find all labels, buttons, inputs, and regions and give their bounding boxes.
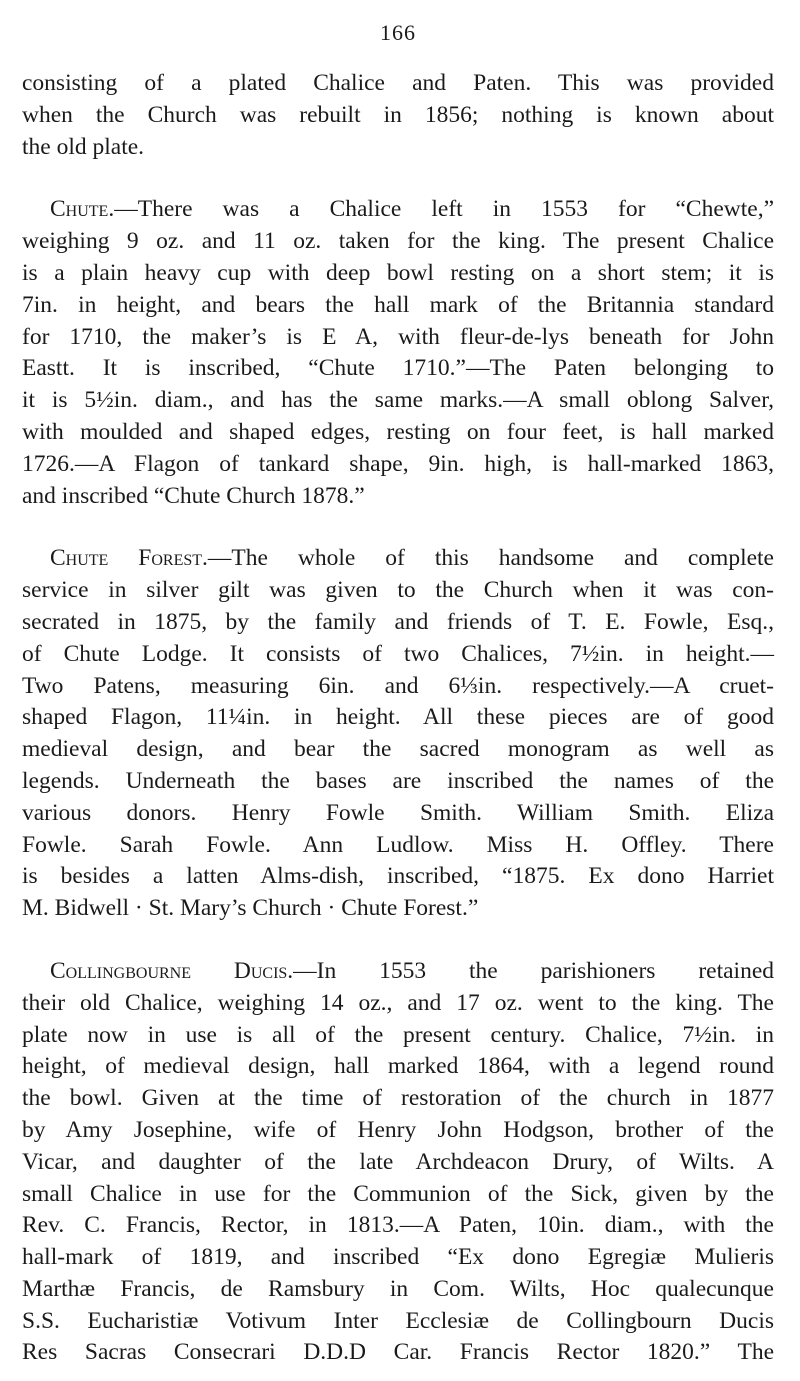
text-line: secrated in 1875, by the family and friends of T. E. Fowle, Esq., [22, 608, 774, 635]
text-line: Eastt. It is inscribed, “Chute 1710.”—The Paten belonging to [22, 355, 774, 382]
text-line [22, 543, 774, 575]
text-line: Two Patens, measuring 6in. and 6⅓in. respectively.—A cruet- [22, 672, 774, 699]
text-line: when the Church was rebuilt in 1856; nothing is known about [22, 101, 774, 128]
text-line: various donors. Henry Fowle Smith. William Smith. Eliza [22, 799, 774, 826]
text-line: and inscribed “Chute Church 1878.” [22, 482, 365, 509]
text-line: 1726.—A Flagon of tankard shape, 9in. high, is hall-marked 1863, [22, 450, 774, 477]
text-line: small Chalice in use for the Communion of the Sick, given by the [22, 1180, 774, 1207]
text-line [22, 956, 774, 988]
text-line: consisting of a plated Chalice and Paten. This was provided [22, 70, 774, 96]
text-line: Marthæ Francis, de Ramsbury in Com. Wilts, Hoc qualecunque [22, 1275, 774, 1302]
text-line: the old plate. [22, 133, 145, 160]
text-line: their old Chalice, weighing 14 oz., and 17 oz. went to the king. The [22, 989, 774, 1016]
paragraph-continuation [22, 68, 774, 163]
text-line: legends. Underneath the bases are inscribed the names of the [22, 767, 774, 794]
text-line [22, 194, 774, 226]
text-line: M. Bidwell · St. Mary’s Church · Chute Forest.” [22, 895, 479, 922]
text-line: is a plain heavy cup with deep bowl resting on a short stem; it is [22, 259, 774, 286]
text-line: Fowle. Sarah Fowle. Ann Ludlow. Miss H. Offley. There [22, 831, 774, 858]
text-line: hall-mark of 1819, and inscribed “Ex dono Egregiæ Mulieris [22, 1244, 774, 1271]
section-heading-collingbourne-ducis: Collingbourne Ducis. [50, 957, 294, 984]
page-number: 166 [380, 20, 416, 45]
paragraph-gap [22, 163, 774, 194]
section-heading-chute-forest: Chute Forest. [50, 545, 208, 572]
book-page [22, 18, 774, 1369]
text-line: weighing 9 oz. and 11 oz. taken for the king. The present Chalice [22, 228, 774, 255]
text-line: service in silver gilt was given to the Church when it was con- [22, 577, 774, 604]
text-line: Rev. C. Francis, Rector, in 1813.—A Paten, 10in. diam., with the [22, 1212, 774, 1239]
text-line: it is 5½in. diam., and has the same marks.—A small oblong Salver, [22, 387, 774, 414]
text-line: Vicar, and daughter of the late Archdeacon Drury, of Wilts. A [22, 1148, 774, 1175]
paragraph-collingbourne-ducis [22, 956, 774, 1369]
text-line: by Amy Josephine, wife of Henry John Hodgson, brother of the [22, 1116, 774, 1143]
text-line-rest: —The whole of this handsome and complete [207, 545, 774, 572]
text-line: Res Sacras Consecrari D.D.D Car. Francis Rector 1820.” The [22, 1339, 774, 1366]
paragraph-chute [22, 194, 774, 512]
text-line: of Chute Lodge. It consists of two Chalices, 7½in. in height.— [22, 640, 774, 667]
text-line: plate now in use is all of the present century. Chalice, 7½in. in [22, 1021, 774, 1048]
text-line: height, of medieval design, hall marked 1864, with a legend round [22, 1053, 774, 1080]
paragraph-chute-forest [22, 543, 774, 925]
paragraph-gap [22, 512, 774, 543]
text-line: is besides a latten Alms-dish, inscribed, “1875. Ex dono Harriet [22, 863, 774, 890]
text-line: 7in. in height, and bears the hall mark of the Britannia standard [22, 291, 774, 318]
text-line-rest: —There was a Chalice left in 1553 for “Chewte,” [114, 196, 774, 223]
text-line: shaped Flagon, 11¼in. in height. All these pieces are of good [22, 704, 774, 731]
section-heading-chute: Chute. [50, 196, 115, 223]
paragraph-gap [22, 925, 774, 956]
text-line: the bowl. Given at the time of restoration of the church in 1877 [22, 1085, 774, 1112]
text-line: S.S. Eucharistiæ Votivum Inter Ecclesiæ de Collingbourn Ducis [22, 1307, 774, 1334]
text-line: medieval design, and bear the sacred monogram as well as [22, 736, 774, 763]
text-line: with moulded and shaped edges, resting on four feet, is hall marked [22, 418, 774, 445]
text-line: for 1710, the maker’s is E A, with fleur-de-lys beneath for John [22, 323, 774, 350]
text-line-rest: —In 1553 the parishioners retained [293, 957, 774, 984]
